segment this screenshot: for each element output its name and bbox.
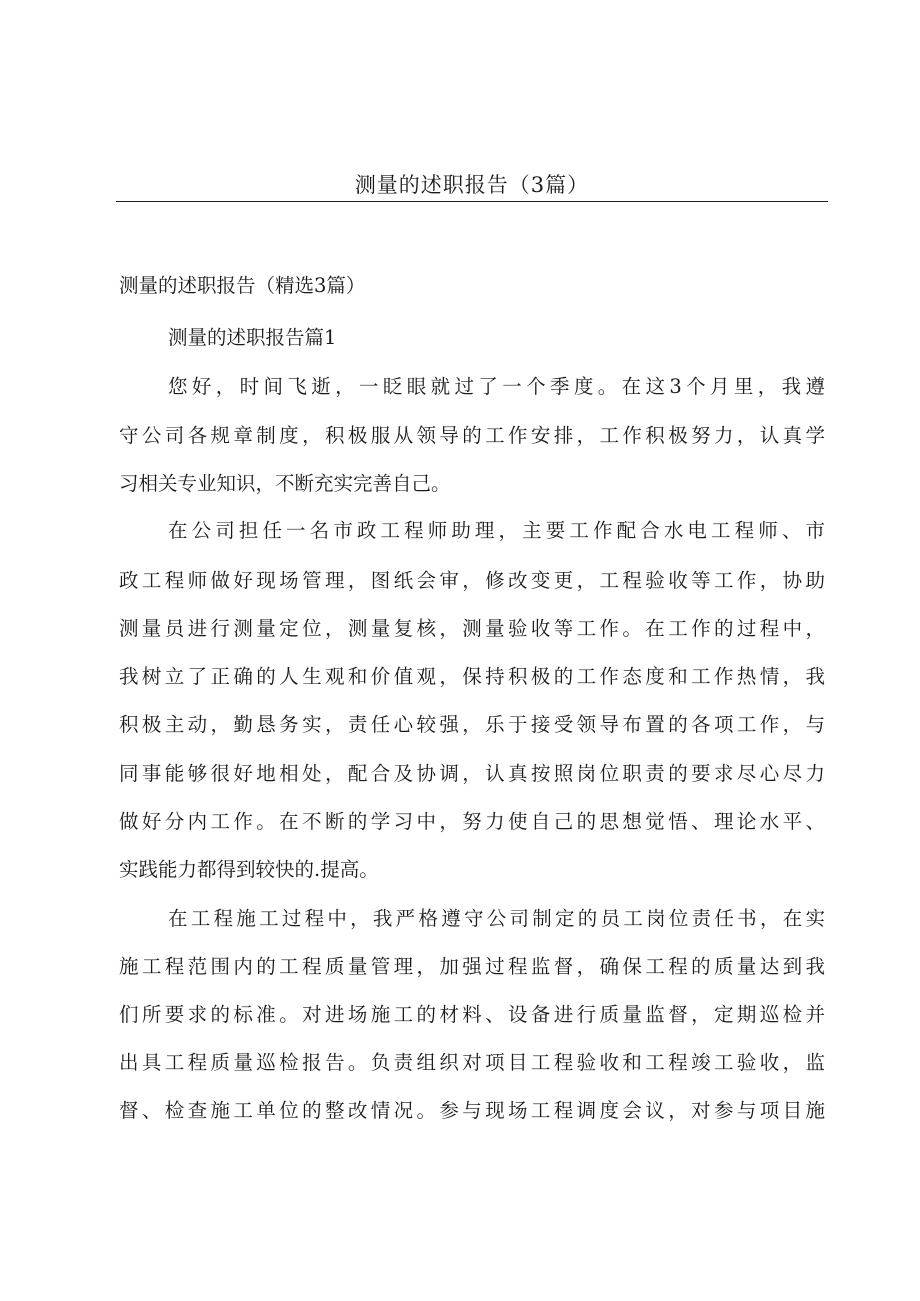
paragraph-line: 您好，时间飞逝，一眨眼就过了一个季度。在这3个月里，我遵 <box>168 375 825 398</box>
paragraph-line: 同事能够很好地相处，配合及协调，认真按照岗位职责的要求尽心尽力 <box>119 762 825 785</box>
paragraph-line: 实践能力都得到较快的.提高。 <box>119 858 379 881</box>
paragraph-line: 督、检查施工单位的整改情况。参与现场工程调度会议，对参与项目施 <box>119 1099 825 1122</box>
paragraph-line: 在公司担任一名市政工程师助理，主要工作配合水电工程师、市 <box>168 519 825 542</box>
paragraph-line: 们所要求的标准。对进场施工的材料、设备进行质量监督，定期巡检并 <box>119 1003 825 1026</box>
paragraph-line: 政工程师做好现场管理，图纸会审，修改变更，工程验收等工作，协助 <box>119 569 825 592</box>
paragraph-line: 习相关专业知识，不断充实完善自己。 <box>119 472 451 495</box>
paragraph-line: 我树立了正确的人生观和价值观，保持积极的工作态度和工作热情，我 <box>119 665 825 688</box>
paragraph-line: 积极主动，勤恳务实，责任心较强，乐于接受领导布置的各项工作，与 <box>119 713 825 736</box>
document-subtitle: 测量的述职报告（精选3篇） <box>119 274 366 297</box>
paragraph-line: 守公司各规章制度，积极服从领导的工作安排，工作积极努力，认真学 <box>119 424 825 447</box>
paragraph-line: 施工程范围内的工程质量管理，加强过程监督，确保工程的质量达到我 <box>119 955 825 978</box>
paragraph-line: 测量员进行测量定位，测量复核，测量验收等工作。在工作的过程中， <box>119 617 825 640</box>
paragraph-line: 做好分内工作。在不断的学习中，努力使自己的思想觉悟、理论水平、 <box>119 810 825 833</box>
section-heading: 测量的述职报告篇1 <box>168 326 337 349</box>
paragraph-line: 出具工程质量巡检报告。负责组织对项目工程验收和工程竣工验收，监 <box>119 1051 825 1074</box>
title-divider <box>116 201 828 202</box>
document-title: 测量的述职报告（3篇） <box>354 173 590 197</box>
paragraph-line: 在工程施工过程中，我严格遵守公司制定的员工岗位责任书，在实 <box>168 907 825 930</box>
